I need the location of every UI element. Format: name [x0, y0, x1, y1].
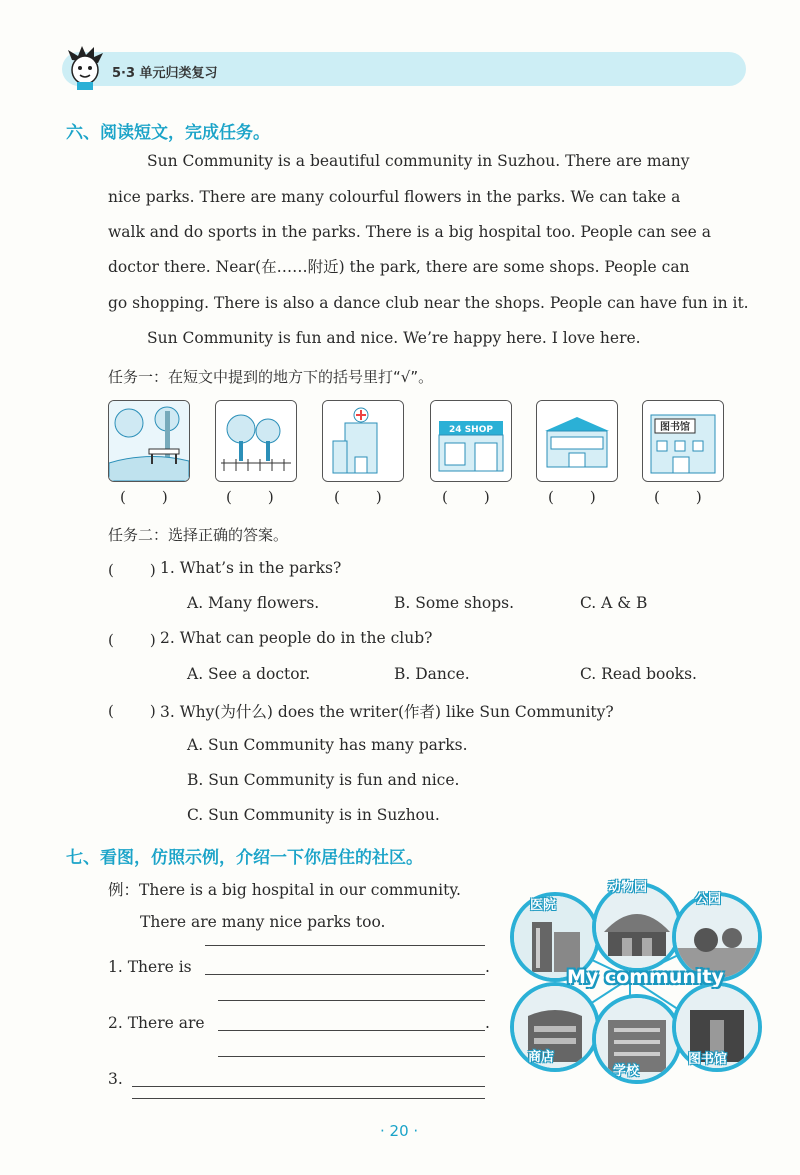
- q2-option-c: C. Read books.: [580, 665, 697, 683]
- item2-prefix: 2. There are: [108, 1014, 205, 1032]
- answer-paren-3[interactable]: ( ): [334, 488, 384, 506]
- writing-line: [132, 1098, 485, 1099]
- community-diagram: [500, 870, 760, 1080]
- writing-line: [218, 1056, 485, 1057]
- item3-prefix: 3.: [108, 1070, 123, 1088]
- q1-option-c: C. A & B: [580, 594, 648, 612]
- answer-paren-6[interactable]: ( ): [654, 488, 704, 506]
- club-icon: [536, 400, 618, 482]
- diagram-label-library: 图书馆: [688, 1052, 728, 1067]
- q2-text: 2. What can people do in the club?: [160, 629, 433, 647]
- item2-period: .: [485, 1014, 490, 1032]
- section7-title: 七、看图，仿照示例，介绍一下你居住的社区。: [66, 848, 423, 868]
- diagram-label-shop: 商店: [528, 1050, 555, 1065]
- diagram-label-zoo: 动物园: [608, 880, 648, 895]
- header-title: 5·3 单元归类复习: [112, 66, 218, 81]
- q1-paren[interactable]: ( ): [108, 561, 158, 579]
- q1-text: 1. What’s in the parks?: [160, 559, 342, 577]
- diagram-center-label: My community: [567, 966, 724, 988]
- diagram-label-school: 学校: [613, 1064, 640, 1079]
- task2-instruction: 任务二：选择正确的答案。: [108, 526, 289, 544]
- example-line-1: 例：There is a big hospital in our community.: [108, 881, 461, 899]
- q1-option-a: A. Many flowers.: [187, 594, 320, 612]
- answer3-line[interactable]: [132, 1086, 485, 1087]
- svg-text:24 SHOP: 24 SHOP: [449, 425, 493, 435]
- q3-text: 3. Why(为什么) does the writer(作者) like Sun Community?: [160, 703, 614, 721]
- park-icon: [108, 400, 190, 482]
- passage-line-1: Sun Community is a beautiful community in Suzhou. There are many: [147, 152, 690, 170]
- q2-option-a: A. See a doctor.: [187, 665, 311, 683]
- shop-icon: [430, 400, 512, 482]
- q3-option-a: A. Sun Community has many parks.: [187, 736, 468, 754]
- passage-line-2: nice parks. There are many colourful flowers in the parks. We can take a: [108, 188, 681, 206]
- answer-paren-2[interactable]: ( ): [226, 488, 276, 506]
- page-number: · 20 ·: [380, 1122, 419, 1140]
- passage-line-3: walk and do sports in the parks. There is a big hospital too. People can see a: [108, 223, 711, 241]
- q1-option-b: B. Some shops.: [394, 594, 515, 612]
- q2-paren[interactable]: ( ): [108, 631, 158, 649]
- item1-period: .: [485, 958, 490, 976]
- writing-line: [218, 1000, 485, 1001]
- hospital-icon: [322, 400, 404, 482]
- mascot-icon: [64, 44, 106, 90]
- task1-instruction: 任务一：在短文中提到的地方下的括号里打“√”。: [108, 368, 434, 386]
- answer-paren-5[interactable]: ( ): [548, 488, 598, 506]
- item1-prefix: 1. There is: [108, 958, 192, 976]
- passage-line-6: Sun Community is fun and nice. We’re happy here. I love here.: [147, 329, 641, 347]
- library-icon: [642, 400, 724, 482]
- q3-paren[interactable]: ( ): [108, 702, 158, 720]
- answer2-line[interactable]: [218, 1030, 485, 1031]
- svg-text:图书馆: 图书馆: [660, 422, 690, 433]
- q2-option-b: B. Dance.: [394, 665, 470, 683]
- answer1-line[interactable]: [205, 974, 485, 975]
- passage-line-4: doctor there. Near(在……附近) the park, there are some shops. People can: [108, 258, 690, 276]
- answer-paren-4[interactable]: ( ): [442, 488, 492, 506]
- section6-title: 六、阅读短文，完成任务。: [66, 123, 270, 143]
- zoo-photo: [592, 882, 682, 972]
- garden-icon: [215, 400, 297, 482]
- answer-paren-1[interactable]: ( ): [120, 488, 170, 506]
- diagram-label-park: 公园: [695, 892, 722, 907]
- q3-option-b: B. Sun Community is fun and nice.: [187, 771, 460, 789]
- shop-photo: [510, 982, 600, 1072]
- example-line-2: There are many nice parks too.: [140, 913, 386, 931]
- writing-line: [205, 945, 485, 946]
- q3-option-c: C. Sun Community is in Suzhou.: [187, 806, 440, 824]
- diagram-label-hospital: 医院: [530, 898, 557, 913]
- passage-line-5: go shopping. There is also a dance club near the shops. People can have fun in it.: [108, 294, 749, 312]
